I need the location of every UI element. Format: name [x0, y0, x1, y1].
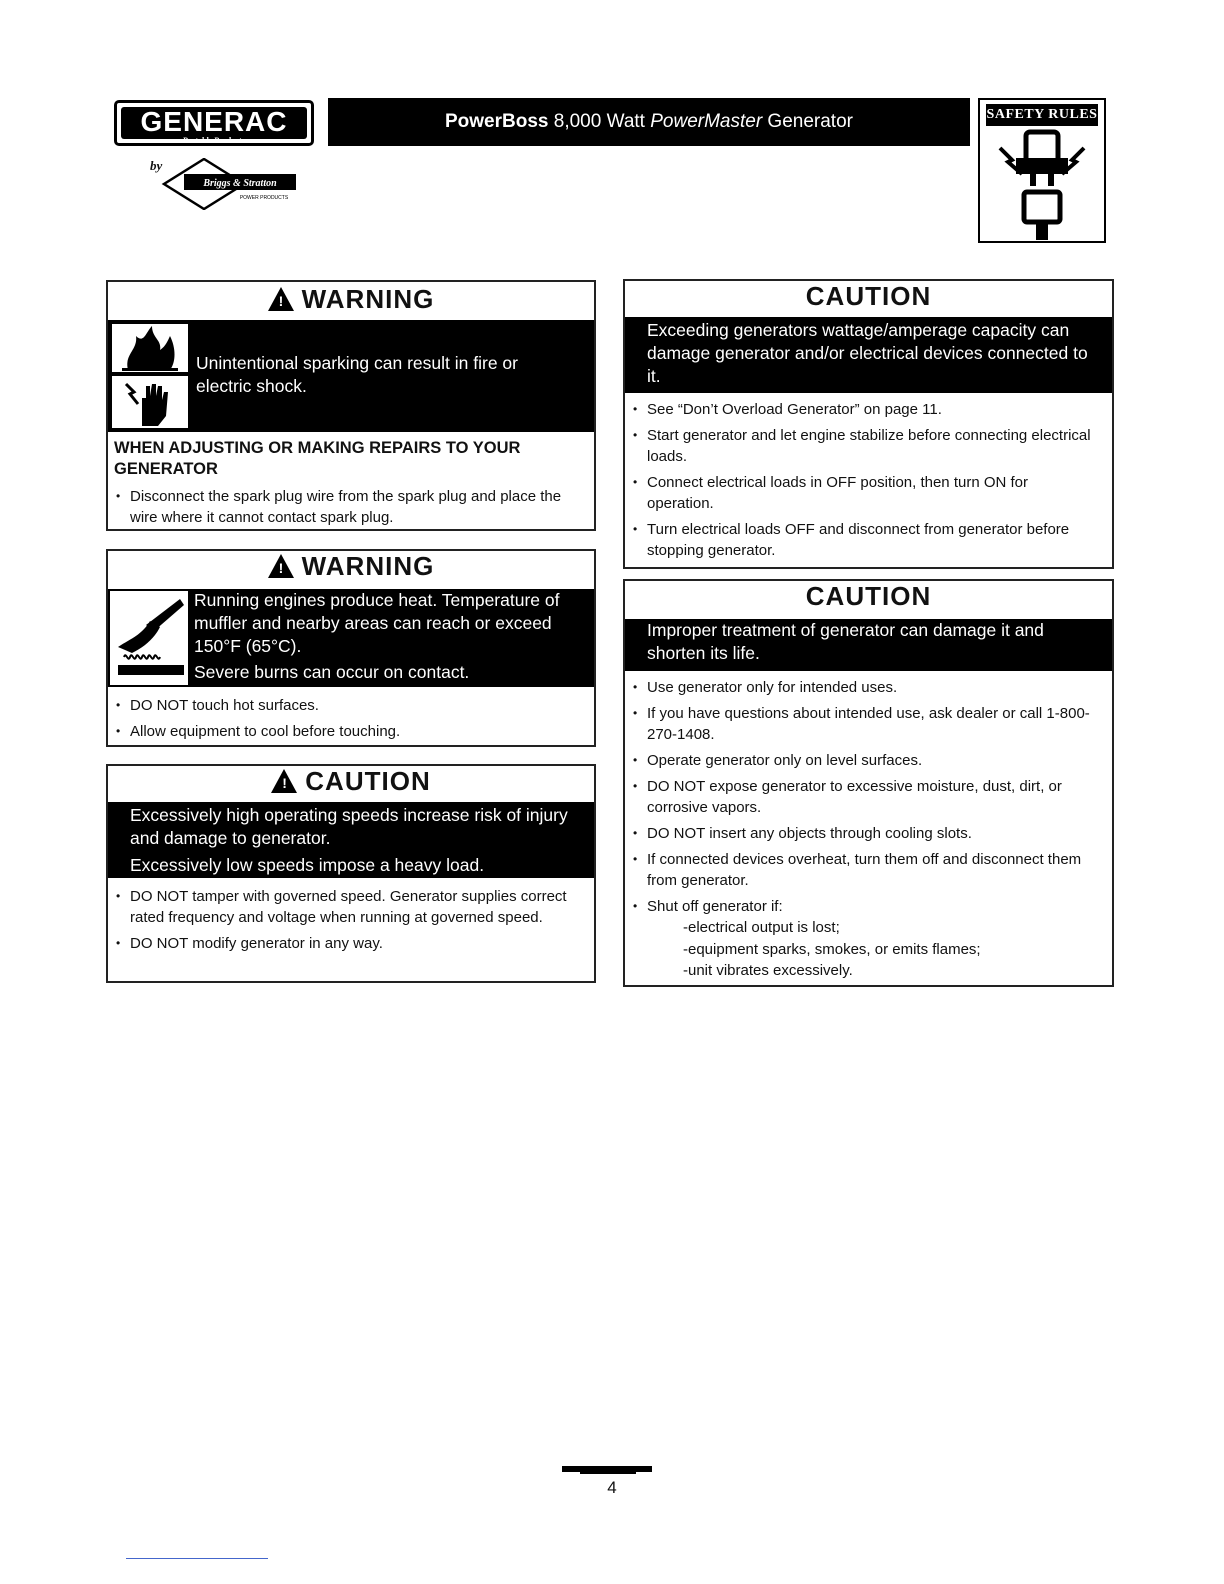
logo-brand-text: GENERAC: [140, 106, 288, 137]
list-item: • Disconnect the spark plug wire from the spark plug and place the wire where it cannot contact spark plug.: [108, 486, 590, 528]
hot-surface-icon: [110, 591, 188, 685]
list-item: • See “Don’t Overload Generator” on page 11.: [625, 399, 1095, 420]
list-item: • Start generator and let engine stabilize before connecting electrical loads.: [625, 425, 1095, 467]
hazard-text: Running engines produce heat. Temperature of muffler and nearby areas can reach or exceed 150°F (65°C).: [194, 590, 560, 656]
page-number: 4: [607, 1478, 617, 1497]
list-item: • DO NOT tamper with governed speed. Generator supplies correct rated frequency and voltage when running at governed speed.: [108, 886, 594, 928]
list-item: • Allow equipment to cool before touching.: [108, 721, 590, 742]
warning-triangle-icon: !: [268, 554, 294, 578]
title-mid: 8,000 Watt: [548, 111, 651, 132]
section-heading: WHEN ADJUSTING OR MAKING REPAIRS TO YOUR GENERATOR: [114, 439, 521, 478]
warning-triangle-icon: !: [268, 287, 294, 311]
hazard-text: Exceeding generators wattage/amperage capacity can damage generator and/or electrical devices connected to it.: [647, 320, 1088, 386]
partner-name: Briggs & Stratton: [203, 178, 277, 189]
hazard-panel: [625, 317, 1112, 393]
hazard-panel: [108, 320, 594, 432]
shutoff-conditions: [625, 917, 1153, 982]
hazard-text: Improper treatment of generator can damage it and shorten its life.: [647, 620, 1044, 663]
warning-box-heat: [106, 549, 596, 747]
sub-item: -unit vibrates excessively.: [683, 962, 853, 979]
hazard-panel: [108, 589, 594, 687]
warning-triangle-icon: !: [271, 769, 297, 793]
list-item: • DO NOT touch hot surfaces.: [108, 695, 590, 716]
generac-logo: [114, 100, 314, 146]
list-item: • Turn electrical loads OFF and disconnect from generator before stopping generator.: [625, 519, 1095, 561]
warning-title: ! WARNING: [108, 282, 594, 320]
safety-rules-label: SAFETY RULES: [986, 104, 1098, 126]
title-end: Generator: [762, 111, 853, 132]
electric-shock-icon: [112, 376, 188, 428]
footer-rule: [126, 1558, 268, 1559]
list-item: • Shut off generator if:: [625, 896, 1103, 917]
by-text: by: [150, 158, 163, 173]
list-item: • If connected devices overheat, turn them off and disconnect them from generator.: [625, 849, 1103, 891]
instruction-list: [108, 886, 594, 959]
hazard-panel: [625, 619, 1112, 671]
caution-box-treatment: [623, 579, 1114, 987]
title-bold: PowerBoss: [445, 111, 549, 132]
instruction-list: [625, 677, 1103, 917]
warning-box-sparking: [106, 280, 596, 531]
hazard-text-2: Severe burns can occur on contact.: [194, 662, 470, 682]
caution-title: CAUTION: [805, 281, 932, 311]
footer-bar-underline: [580, 1472, 636, 1474]
document-title: [328, 98, 970, 146]
hazard-panel: [108, 802, 594, 878]
caution-box-speed: [106, 764, 596, 983]
fire-icon: [112, 324, 188, 372]
list-item: • If you have questions about intended use, ask dealer or call 1-800-270-1408.: [625, 703, 1103, 745]
caution-title: CAUTION: [805, 581, 932, 611]
safety-rules-badge: [978, 98, 1106, 243]
caution-box-overload: [623, 279, 1114, 569]
caution-title: ! CAUTION: [108, 766, 594, 802]
sub-item: -equipment sparks, smokes, or emits flames;: [683, 940, 981, 958]
briggs-stratton-logo: [160, 158, 320, 210]
partner-sub: POWER PRODUCTS: [239, 195, 289, 201]
list-item: • Connect electrical loads in OFF position, then turn ON for operation.: [625, 472, 1095, 514]
instruction-list: [108, 695, 590, 747]
logo-sub-text: Portable Products: [183, 136, 245, 145]
hazard-text: Excessively high operating speeds increase risk of injury and damage to generator.: [130, 805, 568, 848]
list-item: • DO NOT expose generator to excessive moisture, dust, dirt, or corrosive vapors.: [625, 776, 1103, 818]
list-item: • DO NOT insert any objects through cooling slots.: [625, 823, 1103, 844]
instruction-list: [108, 486, 590, 533]
hazard-text-2: Excessively low speeds impose a heavy load.: [130, 855, 485, 875]
list-item: • Operate generator only on level surfaces.: [625, 750, 1103, 771]
list-item: • DO NOT modify generator in any way.: [108, 933, 594, 954]
hazard-text: Unintentional sparking can result in fire or electric shock.: [196, 353, 518, 396]
sub-item: -electrical output is lost;: [683, 919, 840, 936]
warning-title: ! WARNING: [108, 551, 594, 589]
title-italic: PowerMaster: [650, 111, 763, 132]
electric-plug-icon: [986, 128, 1098, 240]
instruction-list: [625, 399, 1095, 566]
list-item: • Use generator only for intended uses.: [625, 677, 1103, 698]
